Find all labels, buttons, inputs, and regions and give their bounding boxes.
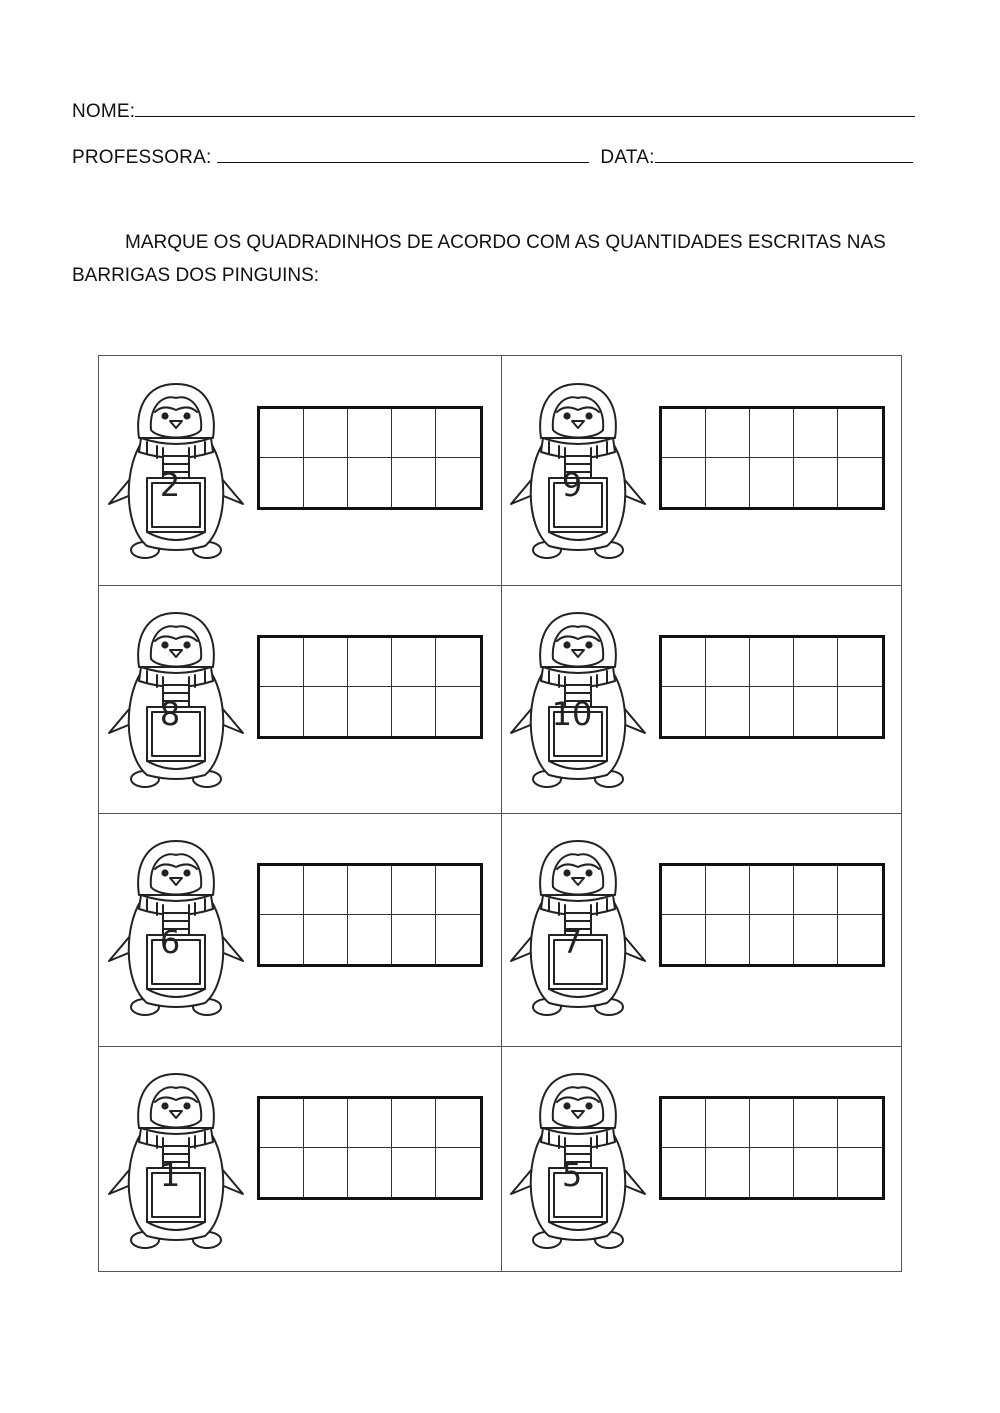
ten-frame-square[interactable] [750, 915, 794, 964]
ten-frame-square[interactable] [794, 866, 838, 915]
ten-frame-square[interactable] [436, 458, 480, 507]
ten-frame-square[interactable] [260, 866, 304, 915]
ten-frame [659, 863, 885, 967]
penguin-cell [99, 585, 501, 815]
penguin-cell [99, 356, 501, 586]
ten-frame-square[interactable] [304, 687, 348, 736]
ten-frame-square[interactable] [304, 866, 348, 915]
ten-frame-square[interactable] [260, 458, 304, 507]
ten-frame [257, 635, 483, 739]
penguin-number: 10 [551, 695, 593, 733]
ten-frame-square[interactable] [436, 1099, 480, 1148]
penguin-cell [99, 1046, 501, 1276]
ten-frame-square[interactable] [436, 409, 480, 458]
ten-frame-square[interactable] [260, 1148, 304, 1197]
ten-frame-square[interactable] [260, 915, 304, 964]
ten-frame-square[interactable] [436, 638, 480, 687]
ten-frame [257, 406, 483, 510]
ten-frame-square[interactable] [436, 915, 480, 964]
ten-frame-square[interactable] [794, 638, 838, 687]
ten-frame-square[interactable] [436, 866, 480, 915]
ten-frame-square[interactable] [662, 458, 706, 507]
penguin-number: 1 [159, 1156, 181, 1194]
ten-frame-square[interactable] [838, 1099, 882, 1148]
date-field[interactable] [655, 145, 913, 163]
ten-frame-square[interactable] [260, 409, 304, 458]
name-line [72, 99, 915, 123]
ten-frame-square[interactable] [706, 1099, 750, 1148]
ten-frame-square[interactable] [392, 1099, 436, 1148]
ten-frame [659, 406, 885, 510]
ten-frame-square[interactable] [662, 409, 706, 458]
ten-frame-square[interactable] [662, 638, 706, 687]
ten-frame-square[interactable] [662, 1148, 706, 1197]
ten-frame-square[interactable] [794, 1148, 838, 1197]
ten-frame-square[interactable] [838, 638, 882, 687]
ten-frame-square[interactable] [348, 687, 392, 736]
ten-frame-square[interactable] [838, 458, 882, 507]
ten-frame-square[interactable] [348, 1099, 392, 1148]
ten-frame-square[interactable] [260, 1099, 304, 1148]
ten-frame-square[interactable] [794, 1099, 838, 1148]
ten-frame-square[interactable] [392, 638, 436, 687]
ten-frame-square[interactable] [838, 409, 882, 458]
ten-frame-square[interactable] [260, 687, 304, 736]
ten-frame-square[interactable] [750, 638, 794, 687]
name-label: NOME: [72, 101, 136, 122]
penguin-cell [501, 585, 903, 815]
ten-frame-square[interactable] [304, 1148, 348, 1197]
ten-frame-square[interactable] [706, 915, 750, 964]
penguin-cell [501, 1046, 903, 1276]
ten-frame-square[interactable] [392, 915, 436, 964]
penguin-number: 7 [561, 923, 583, 961]
name-field[interactable] [135, 99, 915, 117]
penguin-cell [501, 356, 903, 586]
ten-frame-square[interactable] [838, 687, 882, 736]
ten-frame-square[interactable] [750, 1099, 794, 1148]
ten-frame-square[interactable] [838, 866, 882, 915]
ten-frame-square[interactable] [794, 915, 838, 964]
ten-frame-square[interactable] [348, 1148, 392, 1197]
ten-frame-square[interactable] [838, 915, 882, 964]
ten-frame-square[interactable] [794, 409, 838, 458]
ten-frame-square[interactable] [750, 409, 794, 458]
teacher-label: PROFESSORA: [72, 147, 212, 168]
ten-frame-square[interactable] [348, 866, 392, 915]
ten-frame-square[interactable] [348, 458, 392, 507]
ten-frame-square[interactable] [436, 1148, 480, 1197]
ten-frame [257, 1096, 483, 1200]
ten-frame-square[interactable] [304, 409, 348, 458]
ten-frame [659, 635, 885, 739]
ten-frame-square[interactable] [838, 1148, 882, 1197]
ten-frame [659, 1096, 885, 1200]
penguin-number: 2 [159, 466, 181, 504]
ten-frame-square[interactable] [662, 866, 706, 915]
ten-frame-square[interactable] [794, 458, 838, 507]
ten-frame-square[interactable] [392, 687, 436, 736]
exercise-grid [98, 355, 902, 1272]
ten-frame-square[interactable] [260, 638, 304, 687]
ten-frame-square[interactable] [304, 638, 348, 687]
teacher-field[interactable] [217, 145, 589, 163]
penguin-number: 9 [561, 466, 583, 504]
ten-frame-square[interactable] [706, 866, 750, 915]
ten-frame-square[interactable] [348, 915, 392, 964]
ten-frame-square[interactable] [348, 409, 392, 458]
penguin-number: 5 [561, 1156, 583, 1194]
ten-frame-square[interactable] [794, 687, 838, 736]
ten-frame [257, 863, 483, 967]
ten-frame-square[interactable] [750, 866, 794, 915]
ten-frame-square[interactable] [662, 915, 706, 964]
ten-frame-square[interactable] [392, 1148, 436, 1197]
ten-frame-square[interactable] [706, 687, 750, 736]
ten-frame-square[interactable] [706, 458, 750, 507]
ten-frame-square[interactable] [750, 687, 794, 736]
penguin-cell [501, 813, 903, 1043]
instructions-line-1: MARQUE OS QUADRADINHOS DE ACORDO COM AS QUANTIDADES ESCRITAS NAS [125, 232, 886, 253]
teacher-date-line [72, 145, 913, 169]
ten-frame-square[interactable] [392, 458, 436, 507]
date-label: DATA: [600, 147, 655, 168]
ten-frame-square[interactable] [348, 638, 392, 687]
penguin-number: 8 [159, 695, 181, 733]
ten-frame-square[interactable] [662, 687, 706, 736]
ten-frame-square[interactable] [304, 915, 348, 964]
ten-frame-square[interactable] [392, 866, 436, 915]
ten-frame-square[interactable] [706, 409, 750, 458]
ten-frame-square[interactable] [706, 1148, 750, 1197]
ten-frame-square[interactable] [436, 687, 480, 736]
instructions-line-2: BARRIGAS DOS PINGUINS: [72, 265, 320, 286]
ten-frame-square[interactable] [304, 458, 348, 507]
ten-frame-square[interactable] [706, 638, 750, 687]
ten-frame-square[interactable] [392, 409, 436, 458]
ten-frame-square[interactable] [750, 1148, 794, 1197]
penguin-number: 6 [159, 923, 181, 961]
ten-frame-square[interactable] [304, 1099, 348, 1148]
ten-frame-square[interactable] [750, 458, 794, 507]
penguin-cell [99, 813, 501, 1043]
ten-frame-square[interactable] [662, 1099, 706, 1148]
